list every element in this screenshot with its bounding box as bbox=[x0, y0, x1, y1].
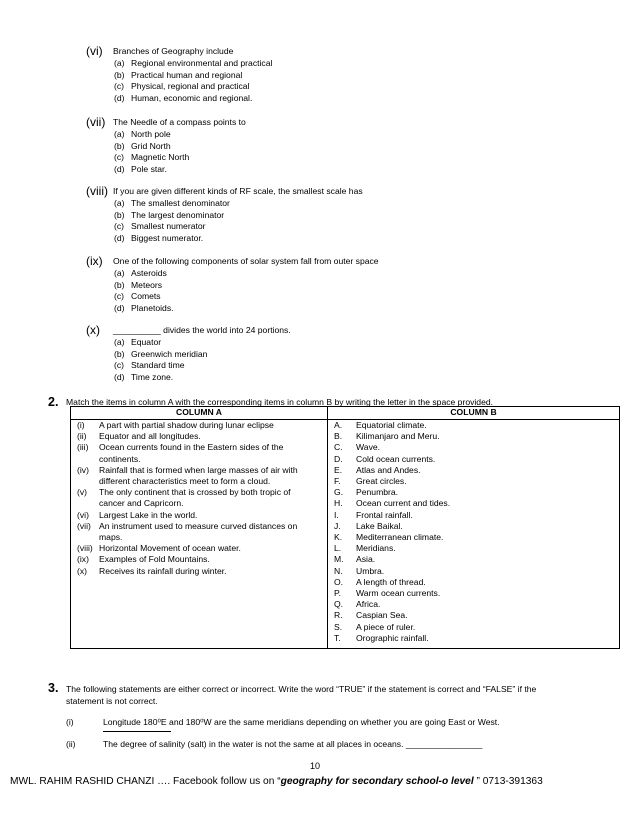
column-b-row bbox=[328, 588, 619, 599]
column-a-text: A part with partial shadow during lunar eclipse bbox=[99, 420, 274, 430]
answer-option bbox=[114, 164, 167, 174]
column-b-row bbox=[328, 510, 619, 521]
column-a-number: (vi) bbox=[77, 509, 89, 520]
column-b-row bbox=[328, 599, 619, 610]
answer-option bbox=[114, 129, 171, 139]
column-a-row bbox=[71, 498, 327, 509]
answer-option bbox=[114, 372, 173, 382]
option-letter: (a) bbox=[114, 129, 125, 139]
column-b-text: Orographic rainfall. bbox=[356, 632, 429, 643]
column-a-row bbox=[71, 566, 327, 577]
column-b-text: Ocean current and tides. bbox=[356, 498, 451, 509]
question-3-text-line1: The following statements are either correct or incorrect. Write the word “TRUE” if the statement is correct and “FALSE” if the bbox=[66, 684, 537, 694]
column-a-number: (iv) bbox=[77, 464, 89, 475]
q3-item-2-text: The degree of salinity (salt) in the water is not the same at all places in oceans. ________________ bbox=[103, 739, 483, 749]
option-letter: (b) bbox=[114, 140, 125, 151]
column-a-text: cancer and Capricorn. bbox=[99, 498, 184, 509]
column-b-row bbox=[328, 532, 619, 543]
question-2-number: 2. bbox=[48, 395, 59, 409]
column-a-text: The only continent that is crossed by both tropic of bbox=[99, 487, 291, 498]
column-a-text: Rainfall that is formed when large masses of air with bbox=[99, 464, 298, 475]
column-b-row bbox=[328, 442, 619, 453]
column-a-row bbox=[71, 420, 327, 431]
answer-option bbox=[114, 141, 171, 151]
column-b-row bbox=[328, 622, 619, 633]
column-b-text: Caspian Sea. bbox=[356, 610, 408, 621]
option-letter: (b) bbox=[114, 348, 125, 359]
column-a-row bbox=[71, 510, 327, 521]
question-number: (viii) bbox=[86, 184, 108, 198]
option-text: Asteroids bbox=[131, 268, 167, 278]
column-a-text: Examples of Fold Mountains. bbox=[99, 554, 210, 565]
column-b-header: COLUMN B bbox=[328, 407, 620, 420]
column-b-text: Penumbra. bbox=[356, 487, 399, 498]
column-b-row bbox=[328, 566, 619, 577]
matching-table bbox=[70, 406, 620, 649]
column-b-text: Kilimanjaro and Meru. bbox=[356, 431, 440, 442]
option-text: Meteors bbox=[131, 279, 163, 290]
column-b-letter: P. bbox=[334, 588, 342, 599]
column-b-text: Frontal rainfall. bbox=[356, 509, 413, 520]
option-letter: (a) bbox=[114, 337, 125, 347]
column-b-text: Great circles. bbox=[356, 476, 407, 487]
option-letter: (c) bbox=[114, 152, 125, 162]
column-b-text: Atlas and Andes. bbox=[356, 464, 421, 475]
option-text: Planetoids. bbox=[131, 302, 174, 313]
column-a-number bbox=[71, 498, 99, 509]
answer-option bbox=[114, 221, 206, 231]
column-a-row bbox=[71, 442, 327, 453]
footer-prefix: MWL. RAHIM RASHID CHANZI …. Facebook follow us on “ bbox=[10, 776, 281, 787]
option-text: Physical, regional and practical bbox=[131, 81, 250, 91]
column-b-row bbox=[328, 521, 619, 532]
answer-option bbox=[114, 233, 203, 243]
option-text: Magnetic North bbox=[131, 152, 190, 162]
q3-item-2-number: (ii) bbox=[66, 739, 76, 749]
option-text: Standard time bbox=[131, 360, 185, 370]
answer-option bbox=[114, 93, 252, 103]
question-text: The Needle of a compass points to bbox=[113, 117, 246, 127]
column-b-letter: A. bbox=[334, 420, 343, 430]
column-b-letter: B. bbox=[334, 431, 343, 442]
option-text: The smallest denominator bbox=[131, 198, 230, 208]
answer-option bbox=[114, 360, 185, 370]
column-b-letter: K. bbox=[334, 532, 343, 543]
option-text: Practical human and regional bbox=[131, 69, 243, 80]
column-a-row bbox=[71, 454, 327, 465]
question-3-text-line2: statement is not correct. bbox=[66, 696, 158, 706]
question-number: (vi) bbox=[86, 44, 103, 58]
column-a-number: (viii) bbox=[77, 543, 93, 554]
column-a-text: Ocean currents found in the Eastern sides of the bbox=[99, 442, 284, 453]
column-b-row bbox=[328, 454, 619, 465]
answer-option bbox=[114, 70, 242, 80]
question-text: __________ divides the world into 24 portions. bbox=[113, 325, 291, 335]
column-b-letter: L. bbox=[334, 543, 342, 554]
column-b-row bbox=[328, 577, 619, 588]
answer-option bbox=[114, 291, 161, 301]
column-b-letter: C. bbox=[334, 442, 343, 453]
option-letter: (a) bbox=[114, 268, 125, 278]
column-a-number: (ix) bbox=[77, 554, 89, 565]
question-text: One of the following components of solar system fall from outer space bbox=[113, 256, 379, 266]
column-a-text: An instrument used to measure curved distances on bbox=[99, 520, 298, 531]
column-a-row bbox=[71, 532, 327, 543]
column-b-text: A length of thread. bbox=[356, 576, 426, 587]
column-a-header: COLUMN A bbox=[71, 407, 328, 420]
column-a-text: Receives its rainfall during winter. bbox=[99, 565, 227, 576]
option-letter: (a) bbox=[114, 198, 125, 208]
answer-option bbox=[114, 210, 224, 220]
option-letter: (c) bbox=[114, 291, 125, 301]
answer-option bbox=[114, 152, 189, 162]
column-a-text: maps. bbox=[99, 532, 123, 543]
column-b-letter: S. bbox=[334, 621, 343, 632]
column-a-text: Equator and all longitudes. bbox=[99, 431, 201, 442]
option-letter: (d) bbox=[114, 232, 125, 243]
answer-option bbox=[114, 349, 207, 359]
column-b-letter: M. bbox=[334, 554, 344, 565]
column-b-text: Asia. bbox=[356, 554, 376, 565]
q3-item-1-text: Longitude 180⁰E and 180⁰W are the same meridians depending on whether you are going East or West. bbox=[103, 717, 500, 727]
column-b-text: Africa. bbox=[356, 599, 381, 610]
column-b-letter: O. bbox=[334, 576, 344, 587]
column-a-row bbox=[71, 521, 327, 532]
answer-option bbox=[114, 303, 174, 313]
option-letter: (b) bbox=[114, 209, 125, 220]
column-b-text: Cold ocean currents. bbox=[356, 453, 436, 464]
column-b-letter: E. bbox=[334, 464, 343, 475]
question-number: (x) bbox=[86, 323, 100, 337]
column-a-text: different characteristics meet to form a cloud. bbox=[99, 476, 271, 487]
column-b-text: A piece of ruler. bbox=[356, 621, 416, 632]
column-b-letter: F. bbox=[334, 476, 341, 487]
question-text: Branches of Geography include bbox=[113, 46, 234, 56]
column-a-row bbox=[71, 554, 327, 565]
option-letter: (c) bbox=[114, 81, 125, 91]
option-letter: (c) bbox=[114, 360, 125, 370]
option-letter: (b) bbox=[114, 279, 125, 290]
option-text: Greenwich meridian bbox=[131, 348, 208, 359]
column-a-number bbox=[71, 476, 99, 487]
answer-option bbox=[114, 268, 167, 278]
column-a-text: Horizontal Movement of ocean water. bbox=[99, 543, 241, 554]
column-b-letter: T. bbox=[334, 632, 341, 643]
question-number: (vii) bbox=[86, 115, 106, 129]
footer-emphasis: geography for secondary school-o level bbox=[280, 776, 474, 787]
column-b-items bbox=[328, 420, 620, 649]
option-text: Grid North bbox=[131, 140, 171, 151]
column-b-row bbox=[328, 633, 619, 644]
column-b-letter: J. bbox=[334, 520, 341, 531]
option-letter: (d) bbox=[114, 163, 125, 174]
column-a-text: Largest Lake in the world. bbox=[99, 509, 198, 520]
column-a-number: (i) bbox=[77, 420, 85, 430]
column-a-row bbox=[71, 465, 327, 476]
option-text: Comets bbox=[131, 291, 161, 301]
column-a-row bbox=[71, 487, 327, 498]
answer-option bbox=[114, 337, 161, 347]
option-text: North pole bbox=[131, 129, 171, 139]
answer-option bbox=[114, 58, 272, 68]
option-letter: (b) bbox=[114, 69, 125, 80]
column-b-letter: I. bbox=[334, 509, 339, 520]
column-a-number bbox=[71, 532, 99, 543]
column-b-letter: Q. bbox=[334, 599, 344, 610]
column-a-items bbox=[71, 420, 328, 649]
answer-blank-1 bbox=[103, 731, 171, 732]
option-text: Biggest numerator. bbox=[131, 232, 204, 243]
q3-item-1-number: (i) bbox=[66, 717, 74, 727]
column-b-letter: D. bbox=[334, 453, 343, 464]
option-letter: (c) bbox=[114, 221, 125, 231]
column-b-row bbox=[328, 431, 619, 442]
option-text: Time zone. bbox=[131, 371, 174, 382]
footer-suffix: ” 0713-391363 bbox=[473, 776, 543, 787]
column-b-row bbox=[328, 554, 619, 565]
column-b-row bbox=[328, 610, 619, 621]
option-letter: (d) bbox=[114, 92, 125, 103]
answer-option bbox=[114, 280, 162, 290]
option-text: Equator bbox=[131, 337, 162, 347]
option-text: Smallest numerator bbox=[131, 221, 206, 231]
column-b-text: Warm ocean currents. bbox=[356, 588, 441, 599]
column-a-number: (vii) bbox=[77, 520, 91, 531]
option-text: The largest denominator bbox=[131, 209, 225, 220]
column-b-letter: N. bbox=[334, 565, 343, 576]
question-2-text: Match the items in column A with the corresponding items in column B by writing the letter in the space provided. bbox=[66, 397, 494, 407]
question-text: If you are given different kinds of RF scale, the smallest scale has bbox=[113, 186, 363, 196]
column-b-row bbox=[328, 543, 619, 554]
column-b-letter: R. bbox=[334, 610, 343, 621]
column-b-row bbox=[328, 498, 619, 509]
column-b-text: Wave. bbox=[356, 442, 381, 453]
column-b-row bbox=[328, 420, 619, 431]
footer bbox=[10, 776, 543, 787]
column-b-row bbox=[328, 465, 619, 476]
column-a-number: (ii) bbox=[77, 431, 87, 442]
column-b-text: Mediterranean climate. bbox=[356, 532, 444, 543]
column-a-row bbox=[71, 476, 327, 487]
column-b-text: Umbra. bbox=[356, 565, 385, 576]
column-b-letter: H. bbox=[334, 498, 343, 509]
column-a-row bbox=[71, 431, 327, 442]
column-a-number bbox=[71, 454, 99, 465]
column-b-letter: G. bbox=[334, 487, 344, 498]
column-b-row bbox=[328, 487, 619, 498]
question-3-number: 3. bbox=[48, 681, 59, 695]
column-a-number: (iii) bbox=[77, 442, 89, 453]
answer-option bbox=[114, 198, 230, 208]
answer-option bbox=[114, 81, 249, 91]
option-text: Human, economic and regional. bbox=[131, 92, 253, 103]
option-letter: (a) bbox=[114, 58, 125, 68]
column-b-text: Equatorial climate. bbox=[356, 420, 427, 430]
option-text: Pole star. bbox=[131, 163, 167, 174]
column-b-text: Meridians. bbox=[356, 543, 396, 554]
column-b-row bbox=[328, 476, 619, 487]
question-number: (ix) bbox=[86, 254, 103, 268]
column-a-number: (x) bbox=[77, 565, 88, 576]
column-a-number: (v) bbox=[77, 487, 88, 498]
column-a-text: continents. bbox=[99, 453, 141, 464]
page-number: 10 bbox=[310, 761, 321, 771]
column-b-text: Lake Baikal. bbox=[356, 520, 403, 531]
option-text: Regional environmental and practical bbox=[131, 58, 273, 68]
option-letter: (d) bbox=[114, 302, 125, 313]
option-letter: (d) bbox=[114, 371, 125, 382]
column-a-row bbox=[71, 543, 327, 554]
